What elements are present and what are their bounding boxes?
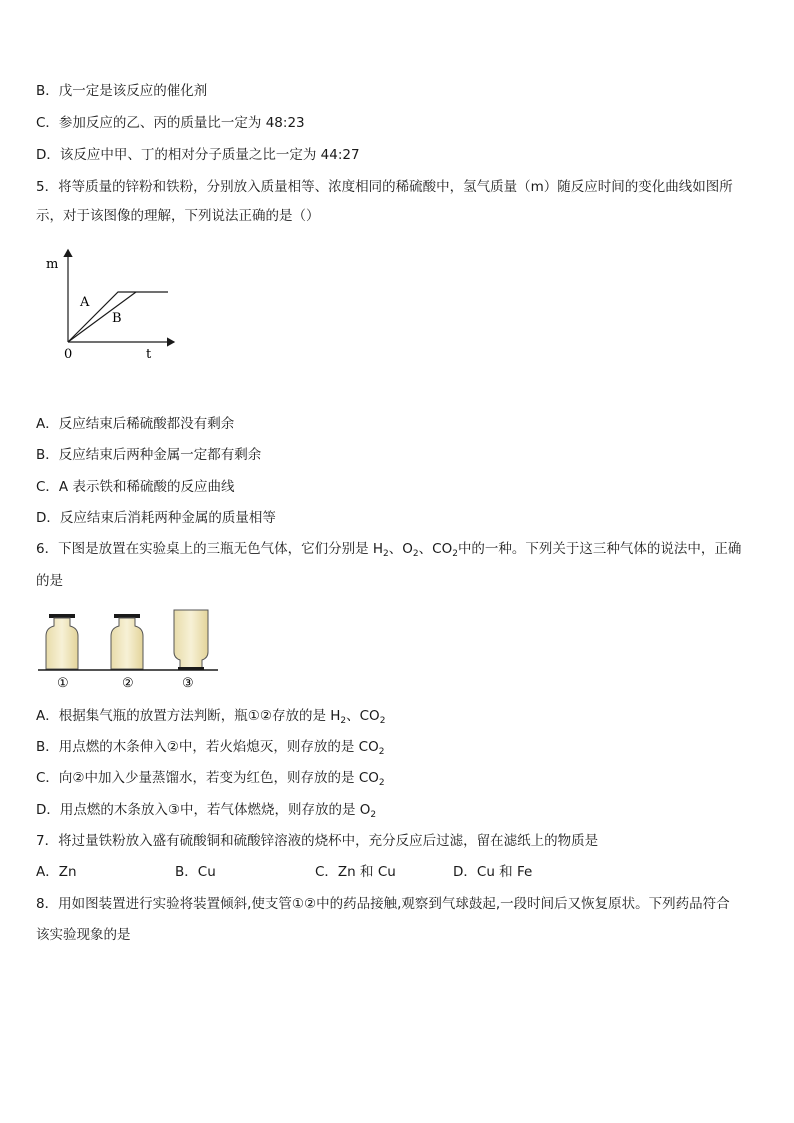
q5-option-d: D．反应结束后消耗两种金属的质量相等 <box>36 510 276 526</box>
q5-option-a: A．反应结束后稀硫酸都没有剩余 <box>36 416 235 432</box>
curve-a-label: A <box>80 295 90 310</box>
bottle-1 <box>46 614 78 669</box>
q5-stem-line2: 示，对于该图像的理解，下列说法正确的是（） <box>36 208 320 224</box>
q8-stem-line2: 该实验现象的是 <box>36 927 131 943</box>
bottle-2-label: ② <box>122 676 134 691</box>
q6-bottles-figure <box>36 606 226 692</box>
y-axis-label: m <box>46 257 59 272</box>
bottle-3 <box>174 610 208 670</box>
q6-option-b: B．用点燃的木条伸入②中，若火焰熄灭，则存放的是 $CO_2$ <box>36 739 385 757</box>
q4-option-b: B．戊一定是该反应的催化剂 <box>36 83 208 99</box>
q5-option-c: C．A 表示铁和稀硫酸的反应曲线 <box>36 479 235 495</box>
curve-b-label: B <box>112 311 122 326</box>
q5-option-b: B．反应结束后两种金属一定都有剩余 <box>36 447 262 463</box>
q5-stem-line1: 5．将等质量的锌粉和铁粉，分别放入质量相等、浓度相同的稀硫酸中，氢气质量（m）随反应时间的变化曲线如图所 <box>36 179 733 195</box>
bottle-2 <box>111 614 143 669</box>
x-axis-label: t <box>146 347 152 362</box>
q4-option-c: C．参加反应的乙、丙的质量比一定为 48:23 <box>36 115 305 131</box>
q7-stem: 7．将过量铁粉放入盛有硫酸铜和硫酸锌溶液的烧杯中，充分反应后过滤，留在滤纸上的物质是 <box>36 833 599 849</box>
curve-b <box>68 292 136 342</box>
bottle-3-label: ③ <box>182 676 194 691</box>
q6-stem-line2: 的是 <box>36 573 63 589</box>
q7-option-b: B．Cu <box>175 864 216 880</box>
bottle-1-label: ① <box>57 676 69 691</box>
q7-option-c: C．Zn 和 Cu <box>315 864 396 880</box>
q6-option-d: D．用点燃的木条放入③中，若气体燃烧，则存放的是 $O_2$ <box>36 802 377 820</box>
q4-option-d: D．该反应中甲、丁的相对分子质量之比一定为 44:27 <box>36 147 360 163</box>
origin-label: 0 <box>64 347 73 362</box>
q8-stem-line1: 8．用如图装置进行实验将装置倾斜,使支管①②中的药品接触,观察到气球鼓起,一段时间后又恢复原状。下列药品符合 <box>36 896 730 912</box>
q7-option-a: A．Zn <box>36 864 77 880</box>
q6-stem-line1: 6．下图是放置在实验桌上的三瓶无色气体，它们分别是 $H_2$、$O_2$、$CO_2$中的一种。下列关于这三种气体的说法中，正确 <box>36 541 742 559</box>
q6-option-c: C．向②中加入少量蒸馏水，若变为红色，则存放的是 $CO_2$ <box>36 770 385 788</box>
q5-graph <box>38 242 198 372</box>
q6-option-a: A．根据集气瓶的放置方法判断，瓶①②存放的是 $H_2$、$CO_2$ <box>36 708 386 726</box>
q7-option-d: D．Cu 和 Fe <box>453 864 533 880</box>
